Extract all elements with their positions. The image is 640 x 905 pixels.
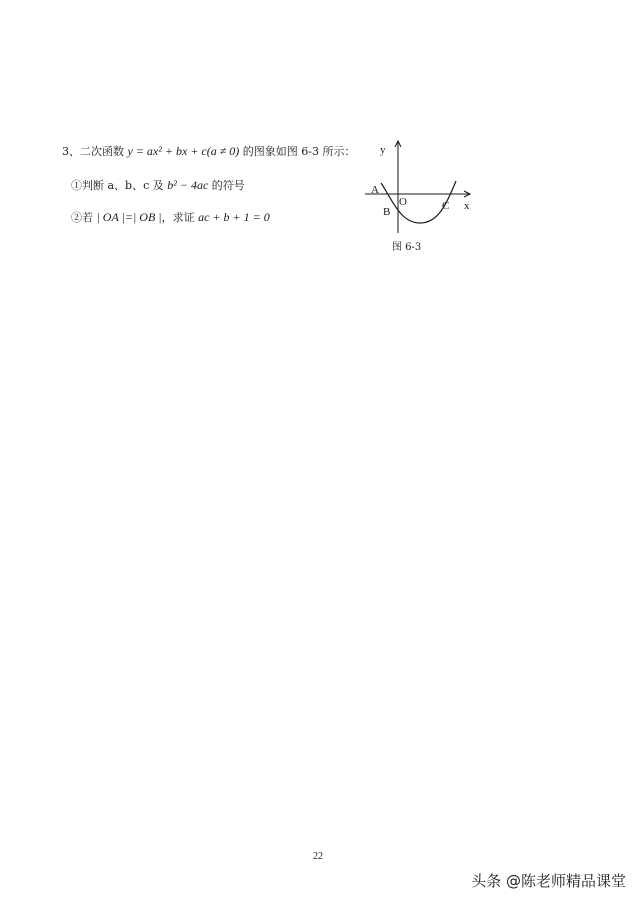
y-axis-label: y [380, 144, 386, 156]
part1-prefix: ①判断 a、b、c 及 [71, 179, 168, 192]
quadratic-formula: y = ax² + bx + c(a ≠ 0) [127, 144, 240, 158]
origin-label: O [399, 196, 407, 208]
point-b-label: B [383, 206, 391, 218]
problem-part-1 [71, 177, 245, 194]
page-number: 22 [313, 851, 323, 862]
intro-prefix: 3、二次函数 [62, 145, 128, 158]
parabola-graph [360, 135, 480, 235]
part2-middle: ，求证 [161, 211, 199, 224]
oa-ob-condition: | OA |=| OB | [96, 210, 162, 224]
intro-suffix: 的图象如图 6-3 所示： [239, 145, 356, 158]
point-a-label: A [371, 184, 379, 196]
watermark: 头条 @陈老师精品课堂 [471, 872, 626, 890]
proof-equation: ac + b + 1 = 0 [198, 210, 270, 224]
problem-intro [62, 143, 355, 160]
x-axis-label: x [464, 200, 470, 212]
discriminant-formula: b² − 4ac [167, 178, 209, 192]
part1-suffix: 的符号 [208, 179, 245, 192]
point-c-label: C [442, 200, 450, 212]
problem-part-2 [71, 209, 270, 226]
part2-prefix: ②若 [71, 211, 97, 224]
figure-caption: 图 6-3 [392, 242, 422, 253]
